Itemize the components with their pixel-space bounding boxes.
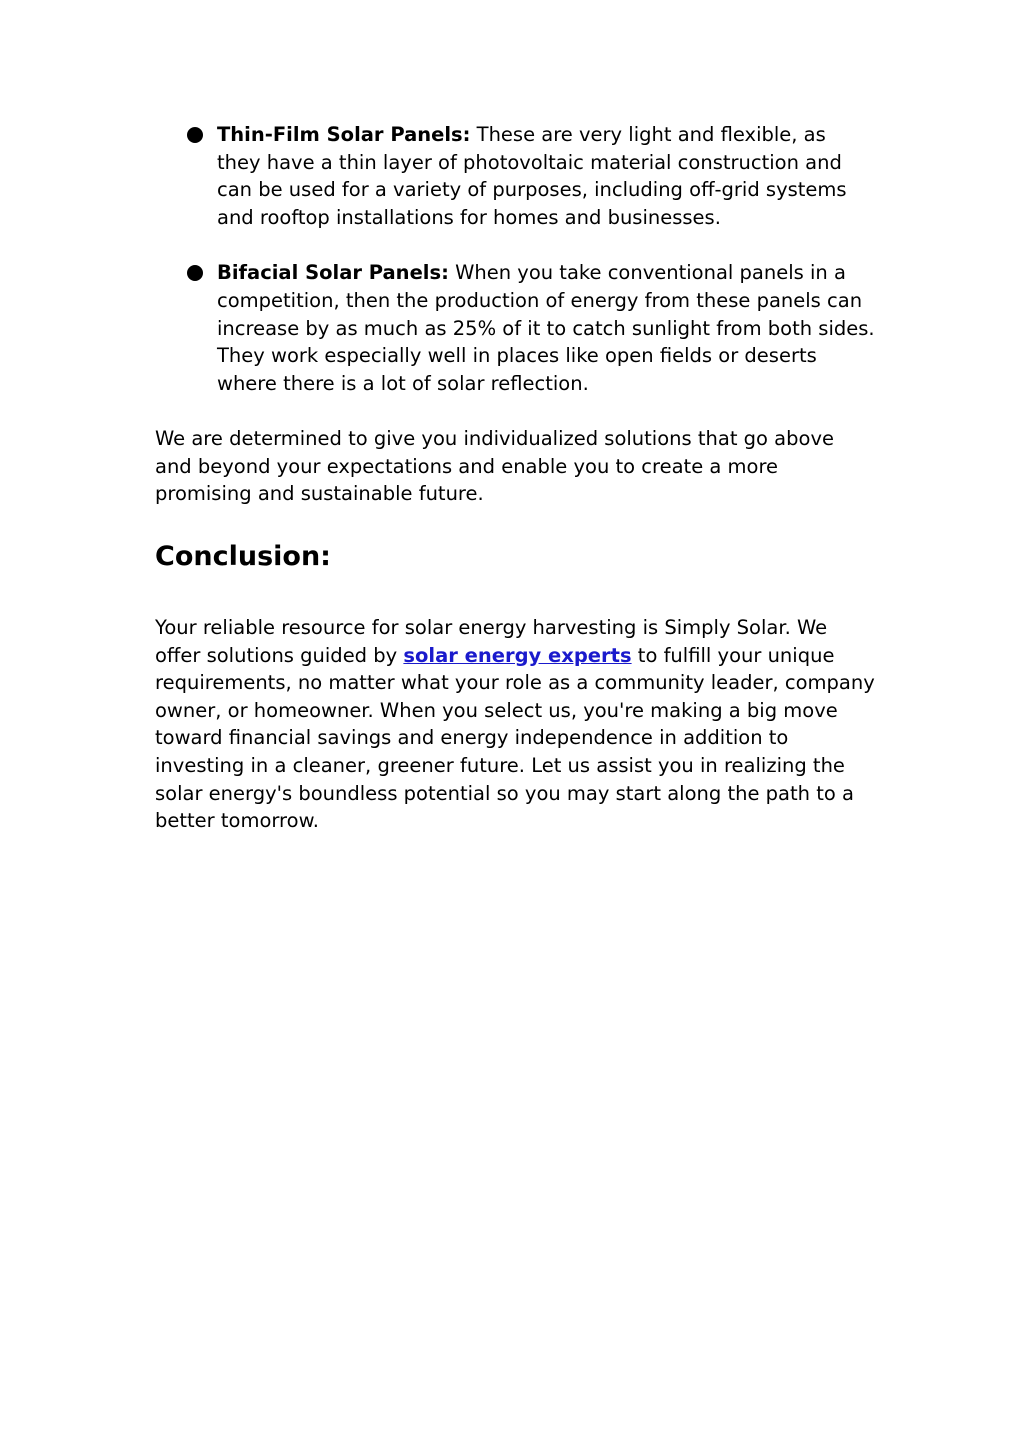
bullet-text: These are very light and flexible, as they have a thin layer of photovoltaic material construction and can be used for a variety of purposes, including off-grid systems and rooftop installations for homes and businesses. xyxy=(217,123,847,229)
bullet-term: Bifacial Solar Panels: xyxy=(217,261,449,285)
bullet-text: When you take conventional panels in a competition, then the production of energy from these panels can increase by as much as 25% of it to catch sunlight from both sides. They work especially well in places like open fields or deserts where there is a lot of solar reflection. xyxy=(217,261,875,395)
conclusion-text-after-link: to fulfill your unique requirements, no matter what your role as a community leader, company owner, or homeowner. When you select us, you're making a big move toward financial savings and energy independence in addition to investing in a cleaner, greener future. Let us assist you in realizing the solar energy's boundless potential so you may start along the path to a better tomorrow. xyxy=(155,643,875,833)
list-item-thin-film xyxy=(155,121,875,231)
bullet-term: Thin-Film Solar Panels: xyxy=(217,123,471,146)
bullet-dot-icon xyxy=(187,127,203,143)
conclusion-text-before-link: Your reliable resource for solar energy harvesting is Simply Solar. We offer solutions guided by xyxy=(155,616,828,667)
solar-energy-experts-link[interactable]: solar energy experts xyxy=(403,643,632,667)
paragraph-determined: We are determined to give you individualized solutions that go above and beyond your expectations and enable you to create a more promising and sustainable future. xyxy=(155,427,834,506)
conclusion-paragraph xyxy=(155,614,875,835)
conclusion-heading: Conclusion: xyxy=(155,541,331,572)
list-item-bifacial xyxy=(155,259,875,397)
bullet-dot-icon xyxy=(187,265,203,281)
panel-types-list xyxy=(155,121,875,425)
